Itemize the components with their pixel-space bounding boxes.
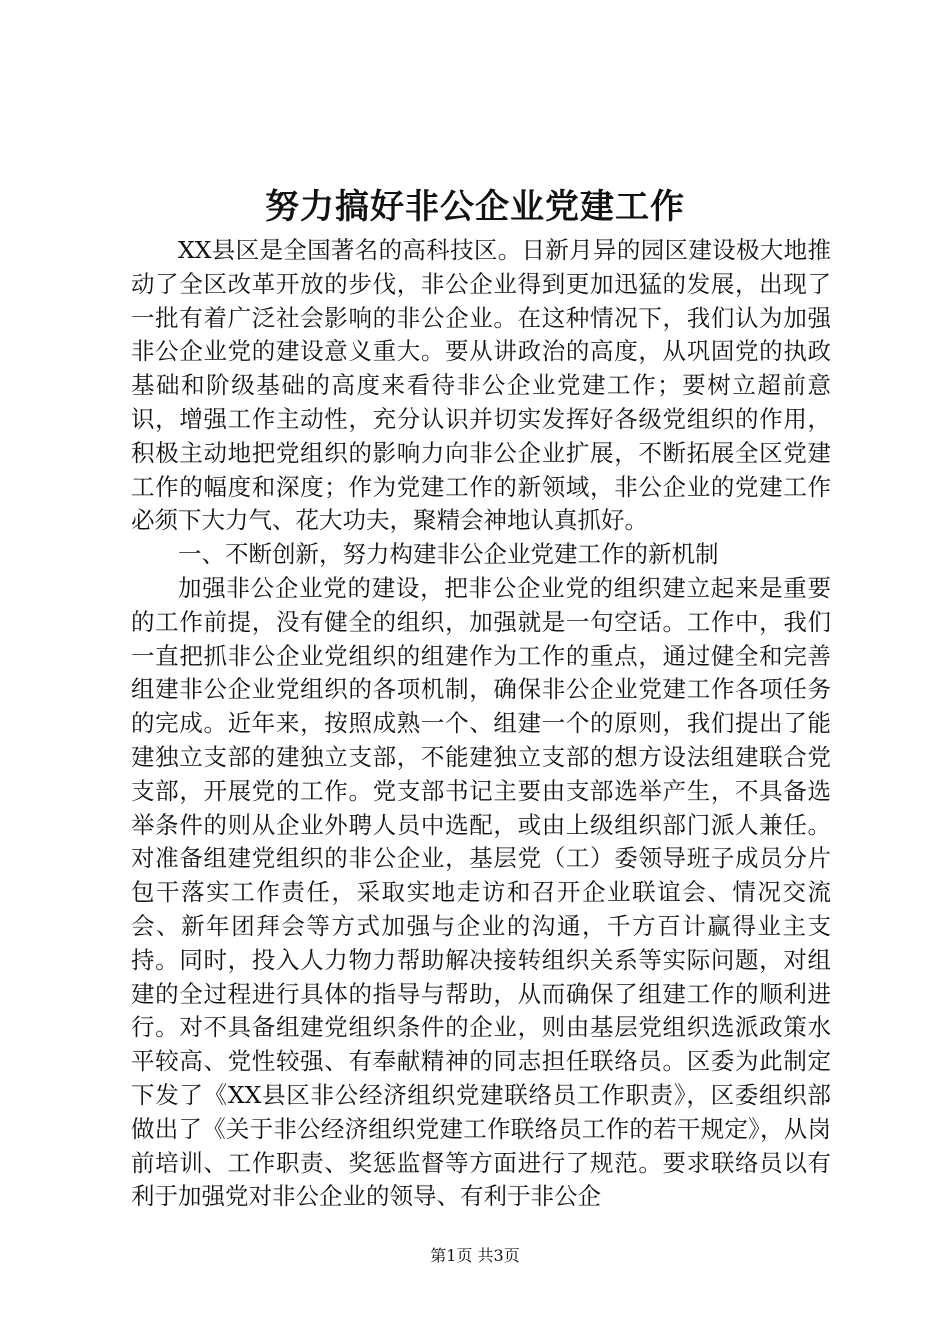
paragraph-intro: XX县区是全国著名的高科技区。日新月异的园区建设极大地推动了全区改革开放的步伐，非公企业得到更加迅猛的发展，出现了一批有着广泛社会影响的非公企业。在这种情况下，我们认为加强非公企业党的建设意义重大。要从讲政治的高度，从巩固党的执政基础和阶级基础的高度来看待非公企业党建工作；要树立超前意识，增强工作主动性，充分认识并切实发挥好各级党组织的作用，积极主动地把党组织的影响力向非公企业扩展，不断拓展全区党建工作的幅度和深度；作为党建工作的新领域，非公企业的党建工作必须下大力气、花大功夫，聚精会神地认真抓好。 <box>131 236 831 535</box>
paragraph-section-1: 加强非公企业党的建设，把非公企业党的组织建立起来是重要的工作前提，没有健全的组织，加强就是一句空话。工作中，我们一直把抓非公企业党组织的组建作为工作的重点，通过健全和完善组建非公企业党组织的各项机制，确保非公企业党建工作各项任务的完成。近年来，按照成熟一个、组建一个的原则，我们提出了能建独立支部的建独立支部，不能建独立支部的想方设法组建联合党支部，开展党的工作。党支部书记主要由支部选举产生，不具备选举条件的则从企业外聘人员中选配，或由上级组织部门派人兼任。对准备组建党组织的非公企业，基层党（工）委领导班子成员分片包干落实工作责任，采取实地走访和召开企业联谊会、情况交流会、新年团拜会等方式加强与企业的沟通，千方百计赢得业主支持。同时，投入人力物力帮助解决接转组织关系等实际问题，对组建的全过程进行具体的指导与帮助，从而确保了组建工作的顺利进行。对不具备组建党组织条件的企业，则由基层党组织选派政策水平较高、党性较强、有奉献精神的同志担任联络员。区委为此制定下发了《XX县区非公经济组织党建联络员工作职责》，区委组织部做出了《关于非公经济组织党建工作联络员工作的若干规定》，从岗前培训、工作职责、奖惩监督等方面进行了规范。要求联络员以有利于加强党对非公企业的领导、有利于非公企 <box>131 573 831 1211</box>
section-heading: 一、不断创新，努力构建非公企业党建工作的新机制 <box>178 540 719 569</box>
document-body <box>131 234 831 1214</box>
document-title: 努力搞好非公企业党建工作 <box>265 187 685 227</box>
page-footer: 第1页 共3页 <box>430 1246 520 1265</box>
